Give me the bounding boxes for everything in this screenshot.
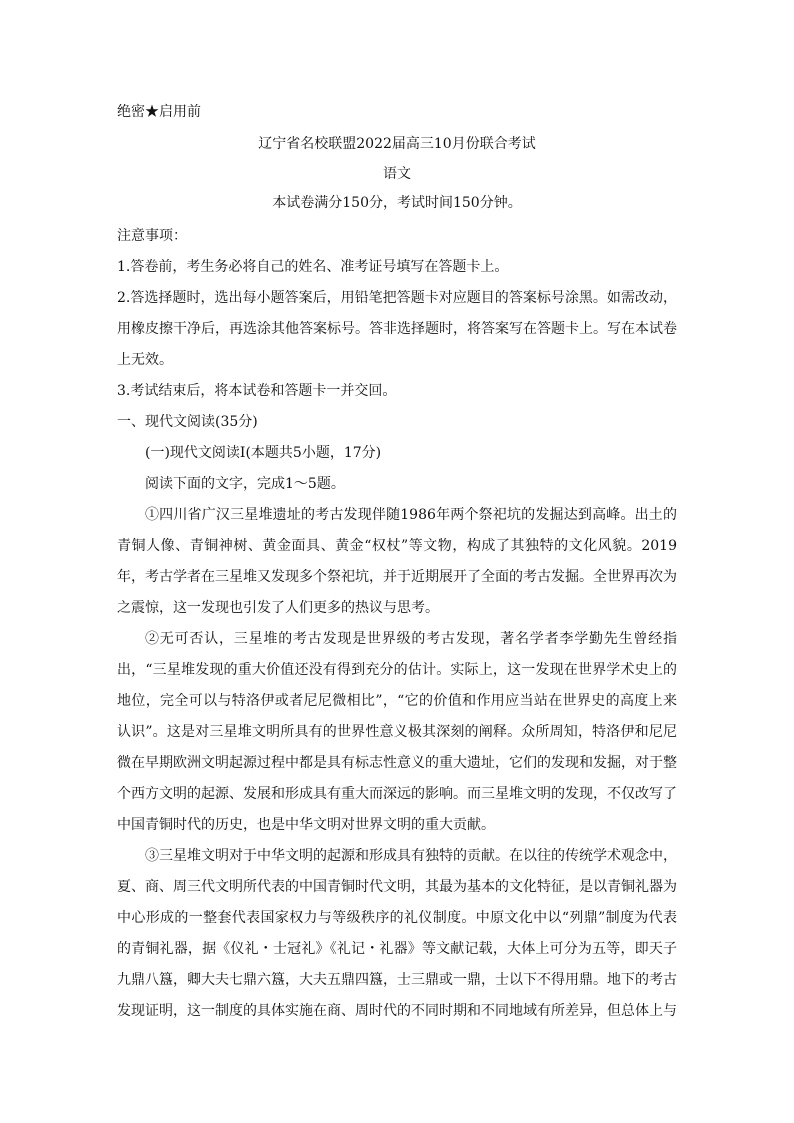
notes-heading: 注意事项： — [117, 228, 187, 244]
notes-section — [117, 221, 677, 407]
reading-passage — [117, 500, 677, 1027]
section-header — [117, 407, 677, 500]
secret-label: 绝密★启用前 — [117, 104, 201, 120]
passage-paragraph: ③三星堆文明对于中华文明的起源和形成具有独特的贡献。在以往的传统学术观念中，夏、商、周三代文明所代表的中国青铜时代文明，其最为基本的文化特征，是以青铜礼器为中心形成的一整套代表国家权力与等级秩序的礼仪制度。中原文化中以“列鼎”制度为代表的青铜礼器，据《仪礼・士冠礼》《礼记・礼器》等文献记载，大体上可分为五等，即天子九鼎八簋，卿大夫七鼎六簋，大夫五鼎四簋，士三鼎或一鼎，士以下不得用鼎。地下的考古发现证明，这一制度的具体实施在商、周时代的不同时期和不同地域有所差异，但总体上与 — [117, 848, 677, 1019]
note-item: 1.答卷前，考生务必将自己的姓名、准考证号填写在答题卡上。 — [117, 259, 509, 275]
section-instruction: 阅读下面的文字，完成1～5题。 — [145, 476, 345, 492]
passage-paragraph: ①四川省广汉三星堆遗址的考古发现伴随1986年两个祭祀坑的发掘达到高峰。出土的青铜人像、青铜神树、黄金面具、黄金“权杖”等文物，构成了其独特的文化风貌。2019年，考古学者在三星堆又发现多个祭祀坑，并于近期展开了全面的考古发掘。全世界再次为之震惊，这一发现也引发了人们更多的热议与思考。 — [117, 507, 677, 616]
exam-page — [117, 100, 677, 1027]
subject-title: 语文 — [383, 166, 411, 182]
note-item: 2.答选择题时，选出每小题答案后，用铅笔把答题卡对应题目的答案标号涂黑。如需改动，用橡皮擦干净后，再选涂其他答案标号。答非选择题时，将答案写在答题卡上。写在本试卷上无效。 — [117, 290, 677, 368]
score-time-info: 本试卷满分150分，考试时间150分钟。 — [272, 195, 522, 211]
section-subheading: (一)现代文阅读I(本题共5小题，17分) — [145, 445, 382, 461]
passage-paragraph: ②无可否认，三星堆的考古发现是世界级的考古发现，著名学者李学勤先生曾经指出，“三星堆发现的重大价值还没有得到充分的估计。实际上，这一发现在世界学术史上的地位，完全可以与特洛伊或者尼尼微相比”，“它的价值和作用应当站在世界史的高度上来认识”。这是对三星堆文明所具有的世界性意义极其深刻的阐释。众所周知，特洛伊和尼尼微在早期欧洲文明起源过程中都是具有标志性意义的重大遗址，它们的发现和发掘，对于整个西方文明的起源、发展和形成具有重大而深远的影响。而三星堆文明的发现，不仅改写了中国青铜时代的历史，也是中华文明对世界文明的重大贡献。 — [117, 631, 677, 833]
section-heading: 一、现代文阅读(35分) — [117, 414, 258, 430]
exam-title: 辽宁省名校联盟2022届高三10月份联合考试 — [258, 136, 536, 152]
note-item: 3.考试结束后，将本试卷和答题卡一并交回。 — [117, 383, 397, 399]
